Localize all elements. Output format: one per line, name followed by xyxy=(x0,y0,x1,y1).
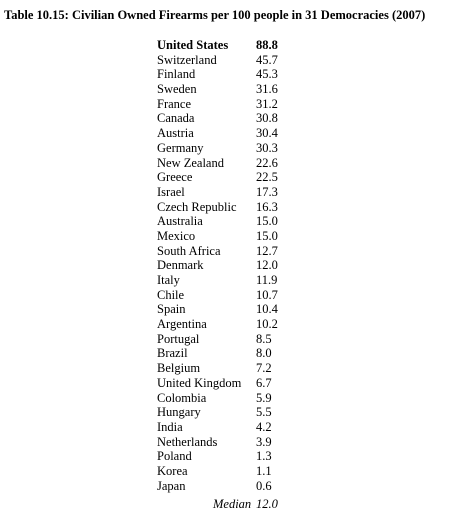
value-cell: 10.7 xyxy=(256,287,278,302)
country-cell: New Zealand xyxy=(157,155,224,170)
value-cell: 88.8 xyxy=(256,38,278,52)
country-cell: Poland xyxy=(157,449,192,464)
value-cell: 4.2 xyxy=(256,419,272,434)
value-cell: 10.2 xyxy=(256,317,278,332)
country-cell: Netherlands xyxy=(157,434,218,449)
country-cell: Hungary xyxy=(157,405,201,420)
country-cell: Mexico xyxy=(157,228,196,243)
value-cell: 31.2 xyxy=(256,96,278,111)
value-cell: 22.5 xyxy=(256,170,278,185)
country-cell: Sweden xyxy=(157,82,197,97)
value-cell: 45.7 xyxy=(256,52,278,67)
country-cell: Italy xyxy=(157,273,180,287)
country-cell: Austria xyxy=(157,126,194,141)
value-cell: 15.0 xyxy=(256,228,278,243)
value-cell: 12.7 xyxy=(256,243,278,258)
country-cell: Switzerland xyxy=(157,52,217,67)
country-cell: Spain xyxy=(157,302,186,317)
value-cell: 10.4 xyxy=(256,302,278,317)
value-cell: 17.3 xyxy=(256,184,278,199)
country-cell: Belgium xyxy=(157,361,201,376)
country-cell: Germany xyxy=(157,140,204,155)
value-cell: 16.3 xyxy=(256,199,278,214)
country-cell: United States xyxy=(157,38,229,52)
value-cell: 30.3 xyxy=(256,140,278,155)
country-cell: India xyxy=(157,419,183,434)
country-cell: Greece xyxy=(157,170,193,185)
country-cell: Brazil xyxy=(157,346,188,361)
country-cell: Portugal xyxy=(157,331,200,346)
value-cell: 30.8 xyxy=(256,111,278,126)
value-cell: 1.1 xyxy=(256,463,272,478)
median-label: Median xyxy=(213,497,252,511)
country-cell: United Kingdom xyxy=(157,375,242,390)
country-cell: South Africa xyxy=(157,243,221,258)
value-cell: 7.2 xyxy=(256,361,272,376)
table-title: Table 10.15: Civilian Owned Firearms per 100 people in 31 Democracies (2007) xyxy=(4,8,426,22)
country-cell: Denmark xyxy=(157,258,204,273)
country-cell: Chile xyxy=(157,287,185,302)
median-value: 12.0 xyxy=(256,497,278,511)
country-cell: Israel xyxy=(157,184,185,199)
value-cell: 3.9 xyxy=(256,434,272,449)
country-cell: Australia xyxy=(157,214,203,229)
value-cell: 15.0 xyxy=(256,214,278,229)
value-cell: 0.6 xyxy=(256,478,272,493)
country-cell: Colombia xyxy=(157,390,207,405)
country-cell: Canada xyxy=(157,111,195,126)
value-cell: 8.0 xyxy=(256,346,272,361)
value-cell: 6.7 xyxy=(256,375,272,390)
value-cell: 45.3 xyxy=(256,67,278,82)
value-cell: 31.6 xyxy=(256,82,278,97)
value-cell: 5.5 xyxy=(256,405,272,420)
value-cell: 30.4 xyxy=(256,126,278,141)
value-cell: 12.0 xyxy=(256,258,278,273)
value-cell: 22.6 xyxy=(256,155,278,170)
value-cell: 5.9 xyxy=(256,390,272,405)
value-cell: 11.9 xyxy=(256,273,278,287)
country-cell: Czech Republic xyxy=(157,199,237,214)
country-cell: Argentina xyxy=(157,317,207,332)
value-cell: 1.3 xyxy=(256,449,272,464)
country-cell: Finland xyxy=(157,67,196,82)
country-cell: France xyxy=(157,96,192,111)
value-cell: 8.5 xyxy=(256,331,272,346)
country-cell: Japan xyxy=(157,478,186,493)
country-cell: Korea xyxy=(157,463,188,478)
